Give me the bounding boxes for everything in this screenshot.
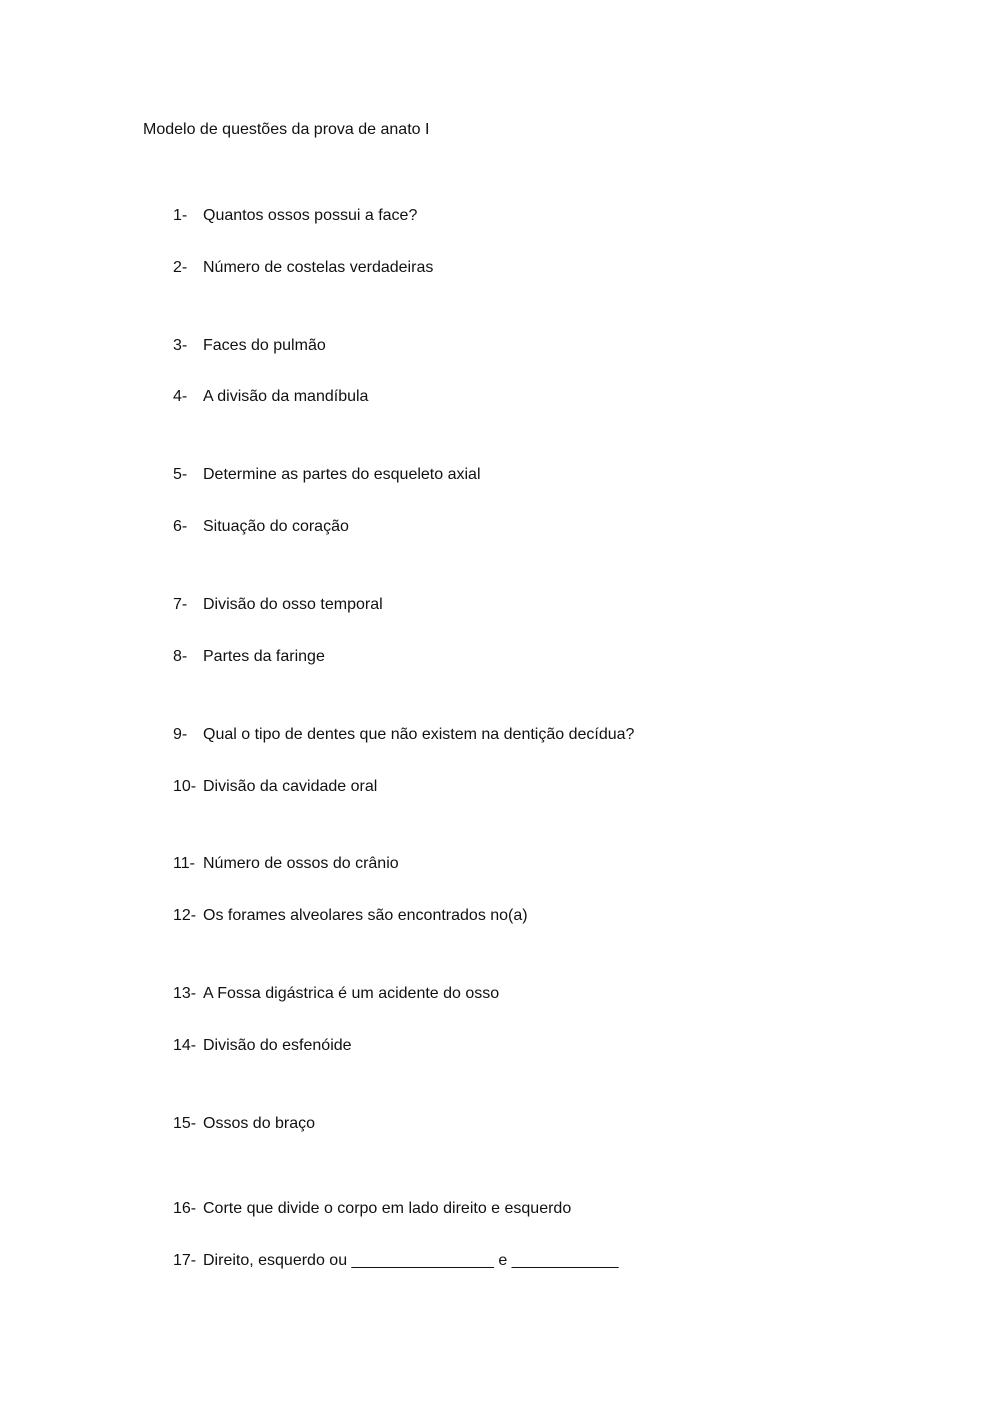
- question-number: 3-: [173, 337, 188, 354]
- question-text: Divisão da cavidade oral: [203, 778, 378, 795]
- question-number: 9-: [173, 726, 188, 743]
- question-text: A divisão da mandíbula: [203, 388, 369, 405]
- question-item: [173, 1250, 618, 1272]
- question-number: 13-: [173, 985, 197, 1002]
- question-item: [173, 905, 528, 927]
- question-number: 2-: [173, 259, 188, 276]
- question-item: [173, 1198, 571, 1220]
- question-number: 12-: [173, 907, 197, 924]
- question-number: 14-: [173, 1037, 197, 1054]
- question-text: Divisão do esfenóide: [203, 1037, 352, 1054]
- question-number: 15-: [173, 1115, 197, 1132]
- question-text: Qual o tipo de dentes que não existem na dentição decídua?: [203, 726, 635, 743]
- question-number: 8-: [173, 648, 188, 665]
- question-number: 5-: [173, 466, 188, 483]
- question-text: Os forames alveolares são encontrados no(a): [203, 907, 528, 924]
- question-text: Situação do coração: [203, 518, 349, 535]
- question-item: [173, 335, 326, 357]
- question-item: [173, 386, 368, 408]
- question-item: [173, 776, 377, 798]
- question-text: Faces do pulmão: [203, 337, 326, 354]
- question-text: A Fossa digástrica é um acidente do osso: [203, 985, 500, 1002]
- question-item: [173, 983, 499, 1005]
- question-text: Número de costelas verdadeiras: [203, 259, 434, 276]
- question-item: [173, 464, 481, 486]
- question-number: 10-: [173, 778, 197, 795]
- question-number: 6-: [173, 518, 188, 535]
- question-text: Ossos do braço: [203, 1115, 316, 1132]
- question-item: [173, 646, 325, 668]
- question-text: Determine as partes do esqueleto axial: [203, 466, 481, 483]
- question-item: [173, 257, 433, 279]
- question-text: Partes da faringe: [203, 648, 325, 665]
- question-text: Direito, esquerdo ou ________________ e ____________: [203, 1252, 619, 1269]
- question-item: [173, 205, 417, 227]
- question-number: 7-: [173, 596, 188, 613]
- question-number: 4-: [173, 388, 188, 405]
- question-item: [173, 853, 399, 875]
- question-text: Divisão do osso temporal: [203, 596, 383, 613]
- question-item: [173, 1035, 352, 1057]
- question-number: 1-: [173, 207, 188, 224]
- question-text: Quantos ossos possui a face?: [203, 207, 418, 224]
- question-item: [173, 516, 349, 538]
- question-text: Número de ossos do crânio: [203, 855, 399, 872]
- question-item: [173, 1113, 315, 1135]
- document-title: Modelo de questões da prova de anato I: [143, 121, 430, 138]
- question-number: 11-: [173, 855, 195, 872]
- question-item: [173, 724, 634, 746]
- question-text: Corte que divide o corpo em lado direito e esquerdo: [203, 1200, 572, 1217]
- question-number: 16-: [173, 1200, 197, 1217]
- question-item: [173, 594, 383, 616]
- question-number: 17-: [173, 1252, 197, 1269]
